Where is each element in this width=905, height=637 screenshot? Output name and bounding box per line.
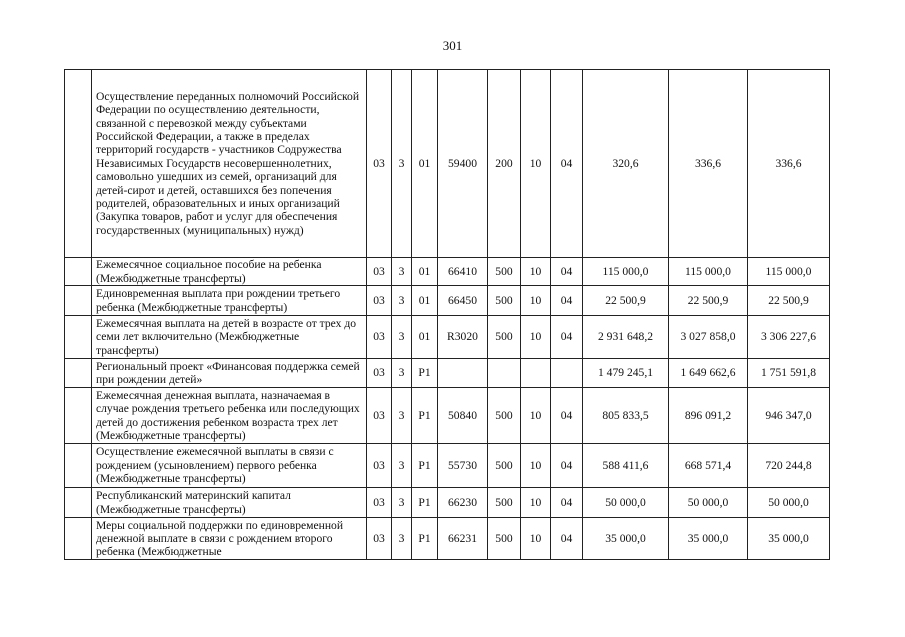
amount-year-3-cell: 22 500,9 [748, 286, 830, 316]
table-row [65, 359, 830, 388]
budget-code-1-cell: 03 [367, 444, 392, 488]
expense-type-code-cell: 200 [488, 70, 521, 258]
expense-type-code-cell: 500 [488, 286, 521, 316]
budget-code-4-cell: 66231 [438, 518, 488, 560]
amount-year-3-cell: 3 306 227,6 [748, 316, 830, 359]
budget-code-2-cell: 3 [392, 258, 412, 286]
amount-year-1-cell: 50 000,0 [583, 488, 669, 518]
description-cell: Осуществление переданных полномочий Российской Федерации по осуществлению деятельности, связанной с перевозкой между субъектами Российской Федерации, а также в пределах территорий государств - участников Содружества Независимых Государств несовершеннолетних, самовольно ушедших из семей, организаций для детей-сирот и детей, оставшихся без попечения родителей, образовательных и иных организаций (Закупка товаров, работ и услуг для обеспечения государственных (муниципальных) нужд) [92, 70, 367, 258]
budget-code-1-cell: 03 [367, 388, 392, 444]
table-row [65, 388, 830, 444]
section-code-cell: 10 [521, 518, 551, 560]
amount-year-3-cell: 35 000,0 [748, 518, 830, 560]
amount-year-3-cell: 946 347,0 [748, 388, 830, 444]
budget-code-4-cell: 66230 [438, 488, 488, 518]
amount-year-1-cell: 35 000,0 [583, 518, 669, 560]
row-number-cell [65, 488, 92, 518]
budget-code-1-cell: 03 [367, 488, 392, 518]
budget-code-3-cell: P1 [412, 488, 438, 518]
budget-code-4-cell: 66410 [438, 258, 488, 286]
budget-code-3-cell: P1 [412, 359, 438, 388]
description-cell [92, 518, 367, 560]
expense-type-code-cell: 500 [488, 316, 521, 359]
row-number-cell [65, 518, 92, 560]
budget-code-1-cell: 03 [367, 258, 392, 286]
subsection-code-cell: 04 [551, 286, 583, 316]
table-row [65, 518, 830, 560]
budget-code-2-cell: 3 [392, 70, 412, 258]
amount-year-2-cell: 336,6 [669, 70, 748, 258]
table-row [65, 444, 830, 488]
amount-year-1-cell: 22 500,9 [583, 286, 669, 316]
subsection-code-cell: 04 [551, 316, 583, 359]
budget-table [64, 69, 830, 560]
row-number-cell [65, 359, 92, 388]
description-cell: Ежемесячная денежная выплата, назначаемая в случае рождения третьего ребенка или последующих детей до достижения ребенком возраста трех лет (Межбюджетные трансферты) [92, 388, 367, 444]
amount-year-1-cell: 2 931 648,2 [583, 316, 669, 359]
budget-code-2-cell: 3 [392, 444, 412, 488]
subsection-code-cell: 04 [551, 70, 583, 258]
amount-year-2-cell: 22 500,9 [669, 286, 748, 316]
section-code-cell: 10 [521, 388, 551, 444]
table-row [65, 258, 830, 286]
budget-code-3-cell: 01 [412, 286, 438, 316]
subsection-code-cell: 04 [551, 388, 583, 444]
budget-code-4-cell: R3020 [438, 316, 488, 359]
amount-year-2-cell: 35 000,0 [669, 518, 748, 560]
budget-code-3-cell: 01 [412, 316, 438, 359]
subsection-code-cell [551, 359, 583, 388]
amount-year-1-cell: 805 833,5 [583, 388, 669, 444]
section-code-cell: 10 [521, 258, 551, 286]
description-cell: Единовременная выплата при рождении третьего ребенка (Межбюджетные трансферты) [92, 286, 367, 316]
budget-code-2-cell: 3 [392, 488, 412, 518]
amount-year-3-cell: 720 244,8 [748, 444, 830, 488]
budget-code-2-cell: 3 [392, 316, 412, 359]
budget-code-3-cell: 01 [412, 258, 438, 286]
amount-year-1-cell: 115 000,0 [583, 258, 669, 286]
amount-year-2-cell: 115 000,0 [669, 258, 748, 286]
expense-type-code-cell: 500 [488, 488, 521, 518]
table-row [65, 488, 830, 518]
subsection-code-cell: 04 [551, 444, 583, 488]
amount-year-3-cell: 1 751 591,8 [748, 359, 830, 388]
description-text: Меры социальной поддержки по единовременной денежной выплате в связи с рождением второго ребенка (Межбюджетные [96, 518, 344, 559]
description-cell: Республиканский материнский капитал (Межбюджетные трансферты) [92, 488, 367, 518]
description-cell: Ежемесячная выплата на детей в возрасте от трех до семи лет включительно (Межбюджетные трансферты) [92, 316, 367, 359]
budget-code-2-cell: 3 [392, 518, 412, 560]
amount-year-2-cell: 1 649 662,6 [669, 359, 748, 388]
row-number-cell [65, 388, 92, 444]
section-code-cell: 10 [521, 444, 551, 488]
section-code-cell: 10 [521, 316, 551, 359]
subsection-code-cell: 04 [551, 488, 583, 518]
budget-code-3-cell: P1 [412, 388, 438, 444]
table-row [65, 316, 830, 359]
expense-type-code-cell: 500 [488, 518, 521, 560]
row-number-cell [65, 286, 92, 316]
budget-code-4-cell [438, 359, 488, 388]
budget-code-4-cell: 59400 [438, 70, 488, 258]
expense-type-code-cell: 500 [488, 258, 521, 286]
budget-code-2-cell: 3 [392, 388, 412, 444]
budget-code-1-cell: 03 [367, 316, 392, 359]
budget-code-3-cell: P1 [412, 518, 438, 560]
budget-code-4-cell: 55730 [438, 444, 488, 488]
budget-code-1-cell: 03 [367, 359, 392, 388]
amount-year-1-cell: 320,6 [583, 70, 669, 258]
amount-year-1-cell: 588 411,6 [583, 444, 669, 488]
row-number-cell [65, 316, 92, 359]
section-code-cell: 10 [521, 70, 551, 258]
amount-year-3-cell: 336,6 [748, 70, 830, 258]
amount-year-3-cell: 115 000,0 [748, 258, 830, 286]
amount-year-2-cell: 3 027 858,0 [669, 316, 748, 359]
expense-type-code-cell: 500 [488, 388, 521, 444]
budget-code-3-cell: 01 [412, 70, 438, 258]
amount-year-2-cell: 896 091,2 [669, 388, 748, 444]
amount-year-1-cell: 1 479 245,1 [583, 359, 669, 388]
amount-year-3-cell: 50 000,0 [748, 488, 830, 518]
description-cell: Региональный проект «Финансовая поддержка семей при рождении детей» [92, 359, 367, 388]
budget-code-4-cell: 50840 [438, 388, 488, 444]
budget-code-2-cell: 3 [392, 359, 412, 388]
budget-code-2-cell: 3 [392, 286, 412, 316]
budget-code-1-cell: 03 [367, 70, 392, 258]
description-cell: Осуществление ежемесячной выплаты в связи с рождением (усыновлением) первого ребенка (Межбюджетные трансферты) [92, 444, 367, 488]
row-number-cell [65, 258, 92, 286]
budget-code-1-cell: 03 [367, 518, 392, 560]
subsection-code-cell: 04 [551, 518, 583, 560]
table-body [65, 70, 830, 560]
budget-code-1-cell: 03 [367, 286, 392, 316]
section-code-cell: 10 [521, 286, 551, 316]
section-code-cell [521, 359, 551, 388]
subsection-code-cell: 04 [551, 258, 583, 286]
table-row [65, 70, 830, 258]
page-number: 301 [442, 38, 463, 53]
amount-year-2-cell: 50 000,0 [669, 488, 748, 518]
section-code-cell: 10 [521, 488, 551, 518]
expense-type-code-cell [488, 359, 521, 388]
budget-code-3-cell: P1 [412, 444, 438, 488]
expense-type-code-cell: 500 [488, 444, 521, 488]
row-number-cell [65, 444, 92, 488]
description-cell: Ежемесячное социальное пособие на ребенка (Межбюджетные трансферты) [92, 258, 367, 286]
row-number-cell [65, 70, 92, 258]
table-row [65, 286, 830, 316]
budget-code-4-cell: 66450 [438, 286, 488, 316]
amount-year-2-cell: 668 571,4 [669, 444, 748, 488]
